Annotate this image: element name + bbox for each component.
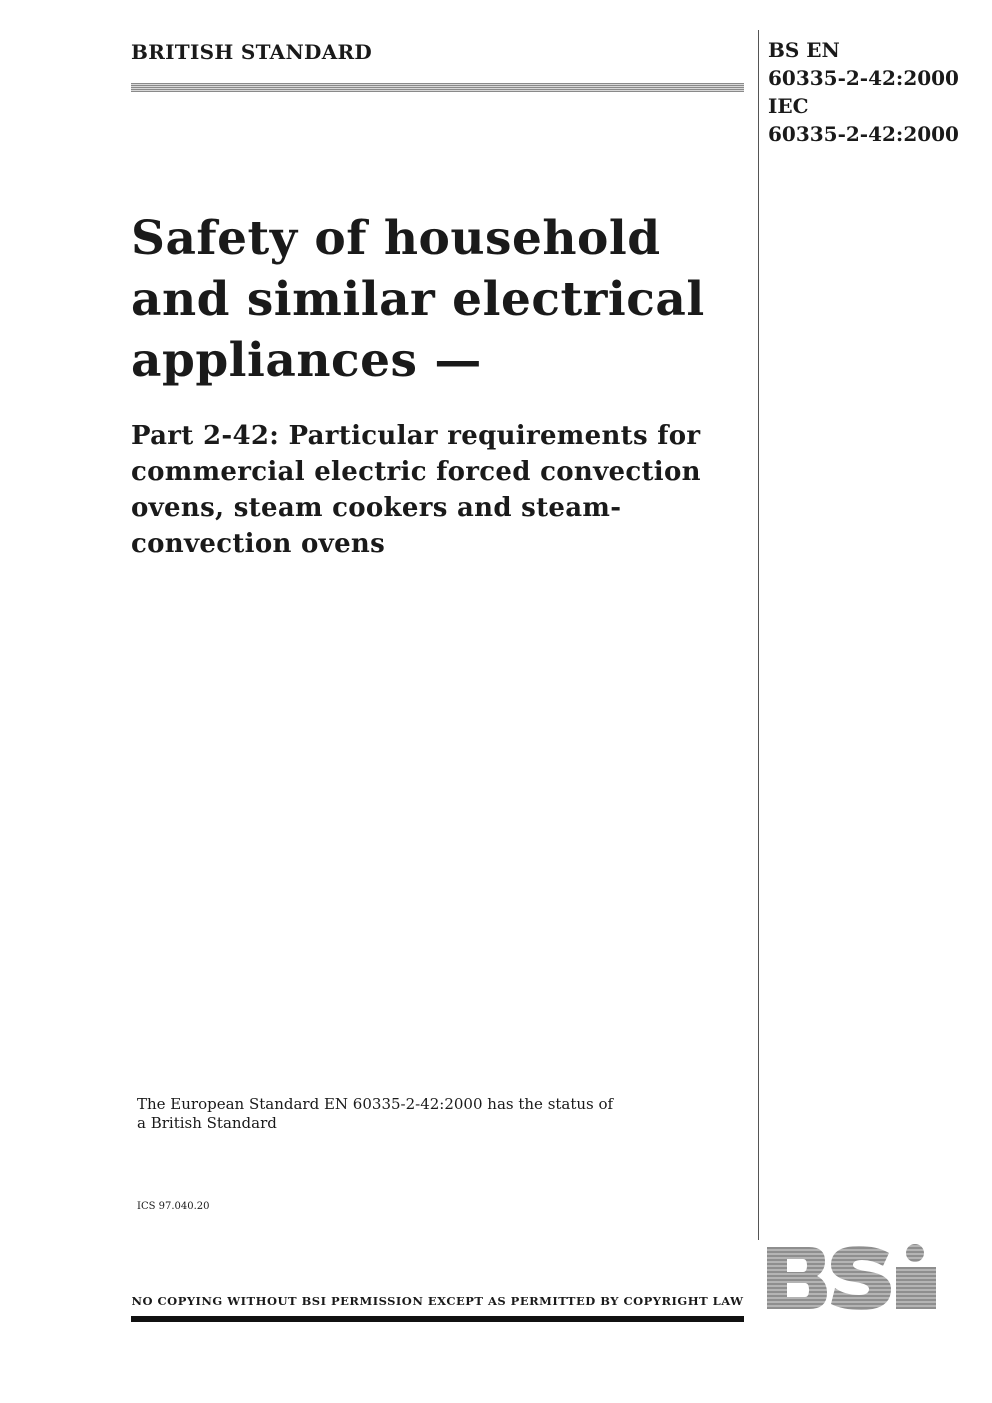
footer-rule <box>131 1316 744 1322</box>
document-subtitle: Part 2-42: Particular requirements for commercial electric forced convection ovens, steam cookers and steam-convection ovens <box>131 421 701 559</box>
standard-numbers <box>768 36 959 148</box>
bsi-logo-icon <box>765 1243 943 1317</box>
status-note: The European Standard EN 60335-2-42:2000 has the status of a British Standard <box>137 1095 614 1132</box>
copyright-notice: NO COPYING WITHOUT BSI PERMISSION EXCEPT AS PERMITTED BY COPYRIGHT LAW <box>131 1294 744 1308</box>
standard-number-line: 60335-2-42:2000 <box>768 66 959 90</box>
standard-number-line: IEC <box>768 94 809 118</box>
ics-code: ICS 97.040.20 <box>137 1201 210 1212</box>
standard-number-line: 60335-2-42:2000 <box>768 122 959 146</box>
vertical-divider <box>758 30 759 1240</box>
header-label: BRITISH STANDARD <box>131 40 373 64</box>
document-title: Safety of household and similar electrical appliances — <box>131 211 705 388</box>
standard-number-line: BS EN <box>768 38 840 62</box>
header-rule <box>131 83 744 92</box>
